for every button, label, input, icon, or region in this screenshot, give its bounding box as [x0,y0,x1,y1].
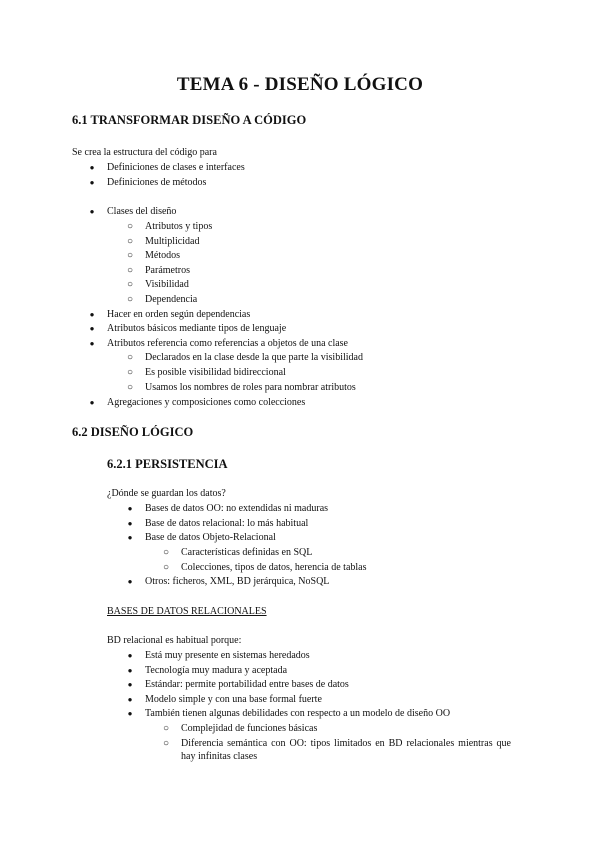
question-text: ¿Dónde se guardan los datos? [107,488,226,499]
paragraph-intro: BD relacional es habitual porque: [107,635,242,646]
subsection-heading-bases-relacionales: BASES DE DATOS RELACIONALES [107,606,267,617]
circle-bullet-icon: ○ [126,367,134,378]
circle-bullet-icon: ○ [126,352,134,363]
bullet-icon: ● [89,178,95,187]
bullet-icon: ● [89,324,95,333]
document-title: TEMA 6 - DISEÑO LÓGICO [176,74,424,95]
bullet-icon: ● [89,207,95,216]
section-intro: Se crea la estructura del código para [72,147,217,158]
section-heading-6-2-1: 6.2.1 PERSISTENCIA [107,457,228,471]
circle-bullet-icon: ○ [162,547,170,558]
bullet-icon: ● [89,310,95,319]
bullet-icon: ● [89,398,95,407]
circle-bullet-icon: ○ [126,294,134,305]
bullet-icon: ● [127,709,133,718]
bullet-icon: ● [127,519,133,528]
bullet-icon: ● [127,533,133,542]
bullet-icon: ● [89,163,95,172]
bullet-icon: ● [127,651,133,660]
circle-bullet-icon: ○ [126,382,134,393]
circle-bullet-icon: ○ [162,723,170,734]
circle-bullet-icon: ○ [162,738,170,749]
section-heading-6-1: 6.1 TRANSFORMAR DISEÑO A CÓDIGO [72,113,307,127]
bullet-icon: ● [127,504,133,513]
bullet-icon: ● [127,680,133,689]
bullet-icon: ● [127,577,133,586]
bullet-icon: ● [127,695,133,704]
bullet-icon: ● [127,666,133,675]
circle-bullet-icon: ○ [126,279,134,290]
circle-bullet-icon: ○ [126,236,134,247]
circle-bullet-icon: ○ [162,562,170,573]
circle-bullet-icon: ○ [126,221,134,232]
bullet-icon: ● [89,339,95,348]
circle-bullet-icon: ○ [126,265,134,276]
section-heading-6-2: 6.2 DISEÑO LÓGICO [72,425,194,439]
circle-bullet-icon: ○ [126,250,134,261]
document-page: TEMA 6 - DISEÑO LÓGICO 6.1 TRANSFORMAR DISEÑO A CÓDIGO Se crea la estructura del código para ● Definiciones de clases e interfaces ● Definiciones de métodos ● Clases del diseño ○ Atributos y tipos ○ Multiplicidad ○ Métodos ○ Parámetros ○ Visibilidad ○ Dependencia ● Hacer en orden según dependencias ● Atributos básicos mediante tipos de lenguaje ● Atributos referencia como referencias a objetos de una clase ○ Declarados en la clase desde la que parte la visibilidad ○ Es posible visibilidad bidireccional ○ Usamos los nombres de roles para nombrar atributos ● Agregaciones y composiciones como colecciones 6.2 DISEÑO LÓGICO 6.2.1 PERSISTENCIA ¿Dónde se guardan los datos? ● Bases de datos OO: no extendidas ni maduras ● Base de datos relacional: lo más habitual ● Base de datos Objeto-Relacional ○ Características definidas en SQL ○ Colecciones, tipos de datos, herencia de tablas ● Otros: ficheros, XML, BD jerárquica, NoSQL BASES DE DATOS RELACIONALES BD relacional es habitual porque: ● Está muy presente en sistemas heredados ● Tecnología muy madura y aceptada ● Estándar: permite portabilidad entre bases de datos ● Modelo simple y con una base formal fuerte ● También tienen algunas debilidades con respecto a un modelo de diseño OO ○ Complejidad de funciones básicas ○ Diferencia semántica con OO: tipos limitados en BD relacionales mientras que hay infinitas clases [0,0,600,848]
